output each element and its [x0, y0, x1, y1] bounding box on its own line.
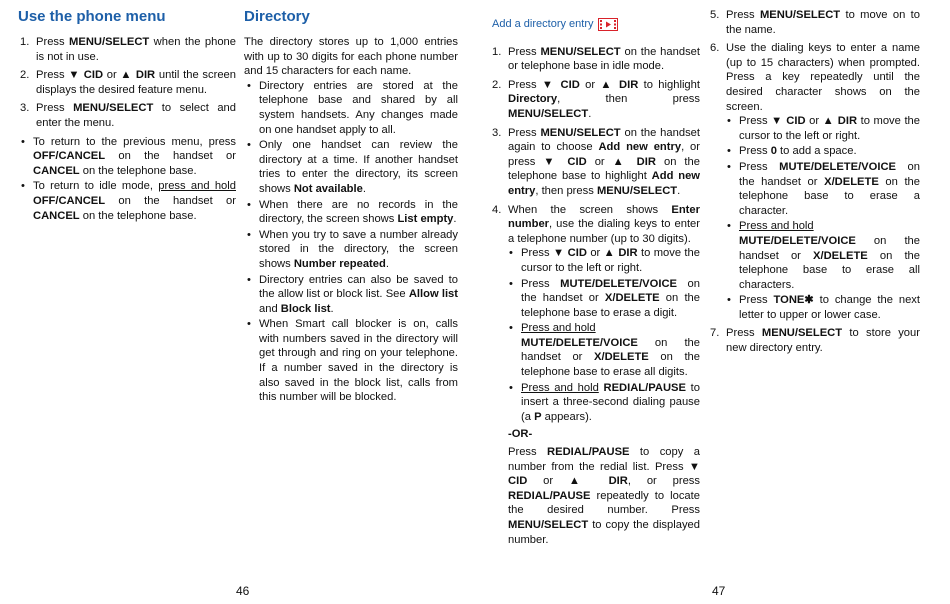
step-text: or ▲ [579, 78, 620, 91]
key-name: CID [786, 115, 806, 128]
step-text: Press [36, 102, 74, 115]
bullet-text: on the handset or [521, 336, 700, 364]
step-text: on the telephone base to highlight [508, 155, 700, 183]
step-6-bullet-5 [726, 293, 920, 322]
add-entry-step-6 [708, 41, 920, 322]
directory-bullet-3 [244, 198, 458, 227]
add-entry-step-7 [708, 326, 920, 355]
underlined-text: press and hold [158, 180, 236, 193]
underlined-text: Press and hold [521, 322, 596, 335]
step-text: to copy a number from the redial list. Press ▼ [508, 446, 700, 473]
bullet-text: on the handset or [521, 277, 700, 305]
step-number: 3. [20, 102, 30, 115]
step-text: Press [508, 45, 541, 58]
key-name: MENU/SELECT [540, 126, 621, 139]
step-text: Press ▼ [36, 69, 84, 82]
key-name: MENU/SELECT [759, 9, 841, 21]
key-name: REDIAL/PAUSE [603, 381, 686, 394]
phone-menu-step-1 [18, 35, 236, 64]
step-text: on the handset or telephone base in idle mode. [508, 45, 700, 73]
add-entry-step-3 [490, 126, 700, 199]
bullet-text: to move the cursor to the left or right. [521, 247, 700, 274]
page-number-right: 47 [712, 584, 726, 598]
step-text: When the screen shows [508, 203, 672, 216]
screen-symbol: P [534, 410, 542, 423]
step-4-bullet-2 [508, 277, 700, 321]
or-divider: -OR- [508, 428, 533, 441]
bullet-text: . [362, 182, 366, 195]
bullet-text: Press [739, 145, 771, 158]
directory-bullet-5 [244, 273, 458, 317]
step-6-bullet-4 [726, 219, 920, 292]
directory-intro: The directory stores up to 1,000 entries with up to 30 digits for each phone number and 15 characters for each name. [244, 36, 458, 78]
step-number: 7. [710, 327, 720, 340]
step-number: 6. [710, 42, 720, 55]
bullet-text: Press ▼ [521, 247, 568, 260]
step-text: , then press [557, 93, 700, 106]
key-name: CID [83, 69, 104, 82]
key-name: DIR [619, 78, 639, 91]
step-text: Press [36, 36, 70, 48]
directory-bullet-4 [244, 228, 458, 272]
key-name: MENU/SELECT [508, 519, 589, 531]
key-name: DIR [135, 69, 156, 82]
bullet-text: to add a space. [776, 145, 857, 158]
step-text: or ▲ [586, 155, 637, 168]
step-text: Use the dialing keys to enter a name (up to 15 characters) when prompted. Press a key repeatedly until the desired character shows on the screen. [726, 42, 920, 113]
phone-menu-steps [18, 35, 236, 131]
key-name: MENU/SELECT [540, 45, 621, 58]
step-text: or ▲ [103, 69, 136, 82]
key-name: X/DELETE [594, 351, 649, 364]
add-entry-section [490, 8, 700, 551]
phone-menu-step-3 [18, 101, 236, 130]
bullet-text: on the telephone base to erase all digits. [521, 351, 700, 379]
screen-message: Enter number [508, 203, 700, 231]
step-6-bullet-2 [726, 144, 920, 159]
bullet-text: Directory entries can also be saved to the allow list or block list. See [259, 273, 458, 301]
bullet-text: . [385, 257, 389, 270]
step-4-bullet-4 [508, 381, 700, 425]
bullet-text: to move the cursor to the left or right. [739, 115, 920, 142]
bullet-text: appears). [541, 410, 592, 423]
step-number: 5. [710, 9, 720, 21]
step-number: 1. [492, 45, 502, 58]
key-name: MENU/SELECT [69, 36, 150, 48]
bullet-text: on the telephone base. [79, 209, 197, 222]
step-6-bullet-1 [726, 114, 920, 143]
bullet-text: Press [739, 160, 780, 173]
bullet-text: on the telephone base to erase all characters. [739, 249, 920, 291]
key-name: MENU/SELECT [73, 102, 154, 115]
key-name: MUTE/DELETE/VOICE [739, 234, 856, 247]
menu-item-name: Directory [508, 93, 558, 106]
step-text: when the phone is not in use. [36, 36, 236, 63]
step-6-bullets [726, 114, 920, 322]
bullet-text: To return to the previous menu, press [33, 135, 236, 148]
screen-message: Number repeated [293, 257, 386, 270]
phone-menu-bullet-2 [18, 179, 236, 223]
step-6-bullet-3 [726, 160, 920, 218]
directory-section [244, 8, 458, 406]
add-entry-title: Add a directory entry [492, 18, 594, 30]
step-text: repeatedly to locate the desired number. Press [508, 489, 700, 517]
bullet-text: Press ▼ [739, 115, 787, 128]
bullet-text: or ▲ [805, 115, 838, 128]
add-entry-heading [492, 17, 700, 32]
key-name: REDIAL/PAUSE [508, 489, 591, 502]
step-text: or ▲ [527, 475, 609, 488]
directory-bullet-6: • When Smart call blocker is on, calls with numbers saved in the directory will get through and ring on your telephone. If a number saved in the directory is also saved in the block list, calls from this number will be blocked. [244, 317, 458, 405]
reference-link-text: Allow list [408, 288, 458, 301]
step-number: 1. [20, 36, 30, 48]
directory-heading: Directory [244, 8, 310, 25]
key-name: X/DELETE [824, 175, 879, 188]
step-text: to move on to the name. [726, 9, 920, 36]
phone-menu-section [18, 8, 236, 224]
step-text: Press ▼ [508, 78, 561, 91]
key-name: MENU/SELECT [761, 327, 843, 340]
step-number: 3. [492, 126, 502, 139]
phone-menu-bullet-1 [18, 135, 236, 179]
add-entry-step-4 [490, 203, 700, 548]
key-name: MUTE/DELETE/VOICE [779, 160, 896, 173]
add-entry-steps-continued [708, 8, 920, 356]
bullet-text: . [330, 302, 334, 315]
reference-link-text: Block list [280, 302, 331, 315]
step-text: , use the dialing keys to enter a telephone number (up to 30 digits). [508, 218, 700, 245]
key-name: X/DELETE [813, 249, 868, 262]
step-number: 4. [492, 203, 502, 216]
underlined-text: Press and hold [739, 220, 814, 233]
add-entry-continued [708, 8, 920, 360]
key-name: DIR [636, 155, 656, 168]
phone-menu-bullets [18, 135, 236, 224]
bullet-text: or ▲ [586, 247, 619, 260]
key-name: CID [567, 155, 587, 168]
bullet-text: . [453, 213, 457, 226]
key-name: OFF/CANCEL [33, 194, 106, 207]
bullet-text: When there are no records in the directory, the screen shows [259, 198, 458, 226]
step-text: . [677, 184, 681, 197]
add-entry-steps [490, 45, 700, 548]
key-name: TONE✱ [773, 294, 814, 307]
underlined-text: Press and hold [521, 381, 599, 394]
directory-bullet-1: • Directory entries are stored at the telephone base and shared by all system handsets. Any changes made on one handset apply to all. [244, 79, 458, 137]
page-number-left: 46 [236, 584, 250, 598]
directory-bullet-2 [244, 138, 458, 196]
key-name: CID [508, 475, 528, 488]
bullet-text: Press [521, 277, 561, 290]
step-text: Press [508, 126, 541, 139]
step-text: . [588, 107, 592, 120]
screen-message: Not available [293, 182, 363, 195]
bullet-text: and [259, 302, 281, 315]
phone-menu-heading: Use the phone menu [18, 8, 166, 25]
step-text: to select and enter the menu. [36, 102, 236, 129]
key-name: X/DELETE [604, 292, 660, 305]
key-name: MUTE/DELETE/VOICE [560, 277, 677, 290]
step-number: 2. [20, 69, 30, 82]
step-text: on the handset again to choose [508, 126, 700, 154]
key-name: MENU/SELECT [596, 184, 678, 197]
bullet-text: on the handset or [105, 150, 236, 163]
key-name: DIR [837, 115, 858, 128]
step-text: , or press ▼ [508, 141, 700, 168]
key-name: DIR [608, 475, 628, 488]
bullet-text: on the telephone base to erase a character. [739, 175, 921, 217]
step-4-bullets [508, 246, 700, 424]
step-text: , then press [535, 184, 597, 197]
phone-menu-step-2 [18, 68, 236, 97]
bullet-text: Only one handset can review the directory at a time. If another handset tries to enter the directory, its screen shows [259, 139, 458, 195]
step-text: to highlight [638, 78, 700, 91]
bullet-text: to change the next letter to upper or lower case. [739, 294, 920, 321]
bullet-text: to insert a three-second dialing pause (a [521, 381, 700, 423]
step-4-bullet-1 [508, 246, 700, 275]
screen-message: List empty [397, 213, 454, 226]
menu-item-name: Add new entry [508, 170, 700, 197]
directory-bullets [244, 79, 458, 405]
bullet-text: on the handset or [739, 160, 920, 188]
key-name: OFF/CANCEL [33, 150, 106, 163]
step-text: Press [726, 9, 760, 21]
bullet-text: on the handset or [105, 194, 236, 207]
menu-item-name: Add new entry [598, 141, 682, 154]
bullet-text: When you try to save a number already stored in the directory, the screen shows [259, 228, 458, 270]
step-text: until the screen displays the desired feature menu. [36, 69, 236, 96]
add-entry-step-5 [708, 8, 920, 37]
bullet-text: on the telephone base to erase a digit. [521, 292, 700, 319]
key-name: 0 [770, 145, 777, 158]
step-text: , or press [627, 475, 700, 488]
key-name: CANCEL [33, 209, 80, 222]
key-name: MUTE/DELETE/VOICE [521, 336, 638, 349]
add-entry-step-2 [490, 78, 700, 122]
bullet-text: on the handset or [739, 234, 920, 262]
video-icon[interactable] [598, 18, 618, 31]
step-text: Press [726, 327, 762, 340]
step-text: to copy the displayed number. [508, 519, 700, 546]
key-name: REDIAL/PAUSE [547, 446, 630, 459]
key-name: CANCEL [33, 164, 80, 177]
step-4-bullet-3 [508, 321, 700, 379]
add-entry-step-1 [490, 45, 700, 74]
bullet-text: Press [739, 294, 774, 307]
key-name: DIR [618, 247, 638, 260]
key-name: CID [567, 247, 587, 260]
step-4-alternative [508, 445, 700, 547]
step-text: to store your new directory entry. [726, 327, 920, 355]
key-name: CID [560, 78, 580, 91]
key-name: MENU/SELECT [508, 107, 589, 120]
step-number: 2. [492, 78, 502, 91]
bullet-text: To return to idle mode, [33, 180, 159, 193]
step-text: Press [508, 446, 548, 459]
bullet-text: on the telephone base. [79, 164, 197, 177]
